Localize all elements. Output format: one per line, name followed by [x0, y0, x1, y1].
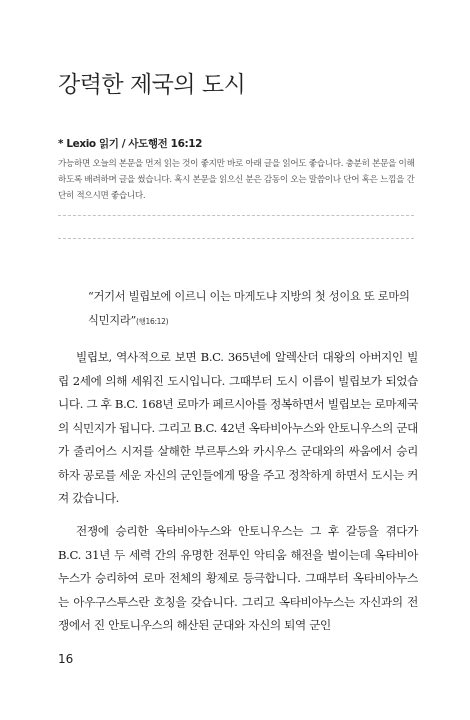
body-paragraph-1: 빌립보, 역사적으로 보면 B.C. 365년에 알렉산더 대왕의 아버지인 빌립 2세에 의해 세워진 도시입니다. 그때부터 도시 이름이 빌립보가 되었습니다. 그 후 B.C. 168년 로마가 페르시아를 정복하면서 빌립보는 로마제국의 식민지가 됩니다. 그리고 B.C. 42년 옥타비아누스와 안토니우스의 군대가 줄리어스 시저를 살해한 부르투스와 카시우스 군대와의 싸움에서 승리하자 공로를 세운 자신의 군인들에게 땅을 주고 정착하게 하면서 도시는 커져 갔습니다.	[58, 350, 418, 505]
page-number: 16	[58, 652, 74, 666]
page-title: 강력한 제국의 도시	[58, 72, 246, 98]
writing-line-2	[58, 238, 414, 239]
lexio-heading: * Lexio 읽기 / 사도행전 16:12	[58, 138, 203, 150]
quote-reference: (행16:12)	[135, 317, 169, 326]
body-paragraph-2: 전쟁에 승리한 옥타비아누스와 안토니우스는 그 후 갈등을 겪다가 B.C. 31년 두 세력 간의 유명한 전투인 악티움 해전을 벌이는데 옥타비아누스가 승리하여 로마 전체의 황제로 등극합니다. 그때부터 옥타비아누스는 아우구스투스란 호칭을 갖습니다. 그리고 옥타비아누스는 자신과의 전쟁에서 진 안토니우스의 해산된 군대와 자신의 퇴역 군인	[58, 524, 418, 632]
writing-line-1	[58, 215, 414, 216]
quote-text: “거기서 빌립보에 이르니 이는 마게도냐 지방의 첫 성이요 또 로마의 식민지라”	[88, 290, 410, 327]
scripture-quote	[88, 285, 418, 334]
lexio-guide	[58, 136, 418, 204]
lexio-instructions: 가능하면 오늘의 본문을 먼저 읽는 것이 좋지만 바로 아래 글을 읽어도 좋습니다. 충분히 본문을 이해하도록 배려하며 글을 썼습니다. 혹시 본문을 읽으신 분은 감동이 오는 말씀이나 단어 혹은 느낌을 간단히 적으시면 좋습니다.	[58, 159, 415, 201]
